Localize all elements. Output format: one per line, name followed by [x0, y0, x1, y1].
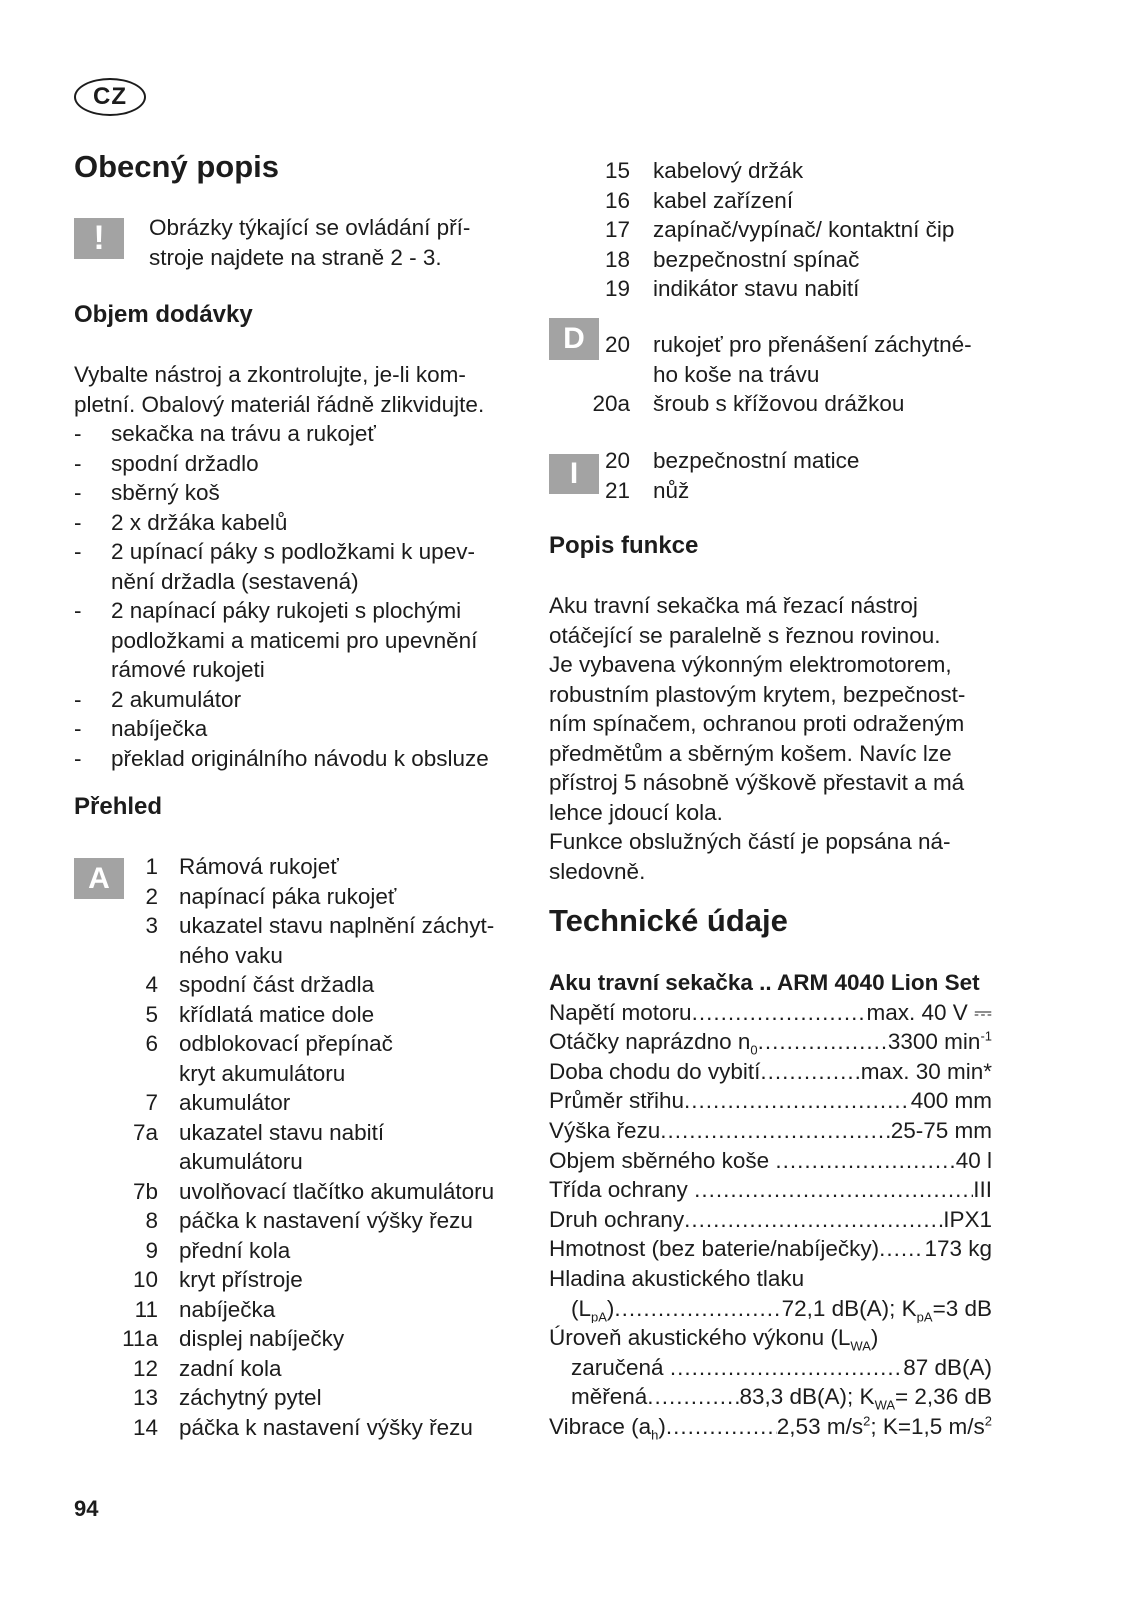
list-dash: -	[74, 745, 82, 771]
item-number	[108, 941, 158, 971]
item-number: 17	[604, 217, 630, 242]
delivery-item-line: sběrný koš	[111, 480, 220, 505]
list-item	[108, 1236, 528, 1266]
list-dash: -	[74, 450, 82, 476]
item-number: 19	[604, 276, 630, 301]
item-text: zadní kola	[179, 1355, 282, 1381]
spec-row-measured: měřená ..... 83,3 dB(A); $K_{WA}= 2,36$ dB	[549, 1382, 992, 1412]
delivery-item	[74, 714, 524, 744]
list-item	[108, 1413, 528, 1443]
item-text: uvolňovací tlačítko akumulátoru	[179, 1178, 495, 1204]
list-dash: -	[74, 686, 82, 712]
item-text: křídlatá matice dole	[179, 1001, 375, 1027]
item-number: 5	[145, 1001, 158, 1027]
item-number: 16	[604, 187, 630, 213]
delivery-item-line: sekačka na trávu a rukojeť	[111, 421, 376, 446]
list-item	[108, 1383, 528, 1413]
item-text: ukazatel stavu naplnění záchyt-	[179, 913, 495, 938]
item-text: ho koše na trávu	[653, 361, 820, 387]
item-number: 11	[134, 1296, 158, 1322]
item-text: akumulátor	[179, 1090, 291, 1115]
overview-heading: Přehled	[74, 793, 163, 820]
list-item	[590, 215, 1010, 245]
list-item	[590, 156, 1010, 186]
spec-power-heading: Úroveň akustického výkonu $(L_{WA})$	[549, 1325, 879, 1353]
list-item	[108, 1324, 528, 1354]
delivery-item	[74, 478, 524, 508]
figure-note: Obrázky týkající se ovládání pří- stroje najdete na straně 2 - 3.	[149, 215, 471, 270]
delivery-item-line: 2 napínací páky rukojeti s plochými	[111, 598, 462, 623]
item-text: akumulátoru	[179, 1149, 303, 1174]
list-item	[108, 911, 528, 941]
item-number: 9	[145, 1237, 158, 1263]
list-dash: -	[74, 716, 82, 741]
item-number: 20	[604, 448, 630, 473]
description-line: předmětům a sběrným košem. Navíc lze	[549, 740, 952, 766]
spec-row-cut-diameter: Průměr střihu ..... 400 mm	[549, 1086, 992, 1116]
figure-i-label: I	[549, 454, 599, 494]
overview-list	[108, 852, 528, 1442]
spec-row-protection-class: Třída ochrany ..... III	[549, 1175, 992, 1205]
item-number: 3	[145, 913, 158, 938]
item-text: displej nabíječky	[179, 1326, 345, 1351]
warning-icon: !	[74, 218, 124, 259]
delivery-item	[74, 508, 524, 538]
description-line: Je vybavena výkonným elektromotorem,	[549, 652, 952, 677]
function-description	[549, 591, 999, 886]
description-line: Funkce obslužných částí je popsána ná-	[549, 829, 951, 854]
section-title-general: Obecný popis	[74, 149, 279, 184]
item-number: 21	[604, 477, 630, 503]
item-number	[590, 360, 630, 390]
item-number: 7	[145, 1090, 158, 1115]
list-item	[108, 1118, 528, 1148]
item-text: přední kola	[179, 1237, 291, 1263]
delivery-item	[74, 419, 524, 449]
item-number: 10	[132, 1267, 158, 1292]
page-number: 94	[74, 1496, 99, 1521]
spec-row-cut-height: Výška řezu ..... 25-75 mm	[549, 1116, 992, 1146]
item-number: 6	[145, 1031, 158, 1056]
list-dash: -	[74, 421, 82, 446]
description-line: sledovně.	[549, 858, 646, 884]
list-item	[108, 1206, 528, 1236]
list-item	[590, 330, 1010, 360]
item-text: zapínač/vypínač/ kontaktní čip	[653, 217, 955, 242]
item-text: Rámová rukojeť	[179, 854, 339, 879]
spec-row-guaranteed: zaručená ..... 87 dB(A)	[549, 1353, 992, 1383]
item-text: rukojeť pro přenášení záchytné-	[653, 332, 972, 357]
item-number: 2	[145, 883, 158, 909]
delivery-item-line: rámové rukojeti	[111, 657, 265, 682]
list-item	[108, 1177, 528, 1207]
delivery-item-line: 2 x držáka kabelů	[111, 509, 288, 535]
list-item	[590, 389, 1010, 419]
delivery-item	[74, 449, 524, 479]
item-number	[108, 1147, 158, 1177]
list-item	[590, 245, 1010, 275]
delivery-intro-line: Vybalte nástroj a zkontrolujte, je-li kom-	[74, 362, 466, 387]
spec-row-basket: Objem sběrného koše ..... 40 l	[549, 1146, 992, 1176]
item-text: kryt přístroje	[179, 1267, 303, 1292]
figure-a-label: A	[74, 858, 124, 899]
item-number: 12	[132, 1355, 158, 1381]
figure-d-list	[590, 330, 1010, 419]
description-line: robustním plastovým krytem, bezpečnost-	[549, 681, 966, 707]
item-text: šroub s křížovou drážkou	[653, 391, 905, 416]
list-item	[108, 852, 528, 882]
item-number: 15	[604, 158, 630, 183]
item-number: 8	[145, 1208, 158, 1233]
spec-row-weight: Hmotnost (bez baterie/nabíječky) ..... 173 kg	[549, 1234, 992, 1264]
list-dash: -	[74, 509, 82, 535]
list-item	[590, 446, 1010, 476]
list-item	[108, 1029, 528, 1059]
parts-list-continued	[590, 156, 1010, 304]
specs-table	[549, 968, 992, 1442]
spec-row-runtime: Doba chodu do vybití ..... max. 30 min*	[549, 1057, 992, 1087]
delivery-item-line: nění držadla (sestavená)	[111, 568, 359, 594]
item-number: 20	[604, 332, 630, 357]
item-number: 20a	[592, 391, 630, 416]
delivery-section	[74, 360, 524, 773]
item-text: nůž	[653, 477, 690, 503]
list-item	[108, 970, 528, 1000]
delivery-item-line: 2 upínací páky s podložkami k upev-	[111, 539, 475, 564]
list-item	[108, 1059, 528, 1089]
delivery-heading: Objem dodávky	[74, 301, 253, 328]
item-text: spodní část držadla	[179, 972, 375, 997]
list-dash: -	[74, 598, 82, 623]
list-item	[108, 1265, 528, 1295]
list-item	[108, 941, 528, 971]
list-item	[590, 274, 1010, 304]
item-number: 14	[132, 1414, 158, 1440]
item-number: 4	[145, 972, 158, 997]
spec-row-protection-type: Druh ochrany ..... IPX1	[549, 1205, 992, 1235]
list-item	[108, 1000, 528, 1030]
description-line: Aku travní sekačka má řezací nástroj	[549, 593, 918, 618]
delivery-item	[74, 537, 524, 596]
function-heading: Popis funkce	[549, 532, 699, 559]
list-item	[590, 360, 1010, 390]
description-line: ním spínačem, ochranou proti odraženým	[549, 711, 965, 736]
delivery-item	[74, 596, 524, 685]
item-text: nabíječka	[179, 1296, 276, 1322]
list-dash: -	[74, 539, 82, 564]
item-number: 18	[604, 246, 630, 272]
delivery-item-line: spodní držadlo	[111, 450, 259, 476]
item-text: kryt akumulátoru	[179, 1060, 346, 1086]
item-number: 1	[145, 854, 158, 879]
item-text: záchytný pytel	[179, 1385, 322, 1410]
list-item	[108, 1295, 528, 1325]
technical-data-heading: Technické údaje	[549, 903, 788, 938]
item-text: kabelový držák	[653, 158, 804, 183]
language-badge: CZ	[74, 78, 146, 116]
item-text: páčka k nastavení výšky řezu	[179, 1208, 473, 1233]
delivery-item-line: překlad originálního návodu k obsluze	[111, 745, 489, 771]
item-number: 7a	[132, 1119, 158, 1145]
figure-i-list	[590, 446, 1010, 505]
item-text: indikátor stavu nabití	[653, 276, 860, 301]
delivery-item	[74, 744, 524, 774]
item-text: kabel zařízení	[653, 187, 794, 213]
spec-row-voltage: Napětí motoru ..... max. 40 V ⎓	[549, 998, 992, 1028]
figure-d-label: D	[549, 318, 599, 360]
description-line: otáčející se paralelně s řeznou rovinou.	[549, 622, 941, 648]
list-item	[108, 1354, 528, 1384]
item-number: 11a	[122, 1326, 158, 1351]
delivery-item-line: 2 akumulátor	[111, 686, 242, 712]
delivery-intro-line: pletní. Obalový materiál řádně zlikvidujte.	[74, 391, 485, 417]
list-item	[108, 882, 528, 912]
list-item	[590, 186, 1010, 216]
item-text: ukazatel stavu nabití	[179, 1119, 385, 1145]
list-item	[590, 476, 1010, 506]
item-text: bezpečnostní matice	[653, 448, 860, 473]
spec-row-vibration: Vibrace $(a_h)$ ..... 2,53 $m/s^2$; K=1,5 $m/s^2$	[549, 1412, 992, 1442]
item-number: 13	[132, 1385, 158, 1410]
delivery-item-line: podložkami a maticemi pro upevnění	[111, 627, 478, 653]
item-number: 7b	[132, 1178, 158, 1204]
list-item	[108, 1088, 528, 1118]
description-line: přístroj 5 násobně výškově přestavit a má	[549, 770, 965, 795]
spec-row-idle-speed: Otáčky naprázdno $n_0$ ..... 3300 $\min^{-1}$	[549, 1027, 992, 1057]
spec-row-pressure: $(L_{pA})$ ..... 72,1 dB(A); $K_{pA}=3$ dB	[549, 1294, 992, 1324]
item-text: odblokovací přepínač	[179, 1031, 393, 1056]
item-number	[108, 1059, 158, 1089]
spec-header: Aku travní sekačka .. ARM 4040 Lion Set	[549, 970, 980, 995]
spec-pressure-heading: Hladina akustického tlaku	[549, 1265, 805, 1291]
item-text: ného vaku	[179, 942, 283, 968]
item-text: napínací páka rukojeť	[179, 883, 397, 909]
item-text: páčka k nastavení výšky řezu	[179, 1414, 473, 1440]
description-line: lehce jdoucí kola.	[549, 799, 723, 825]
delivery-item	[74, 685, 524, 715]
item-text: bezpečnostní spínač	[653, 246, 860, 272]
delivery-list	[74, 419, 524, 773]
list-dash: -	[74, 480, 82, 505]
list-item	[108, 1147, 528, 1177]
delivery-item-line: nabíječka	[111, 716, 208, 741]
